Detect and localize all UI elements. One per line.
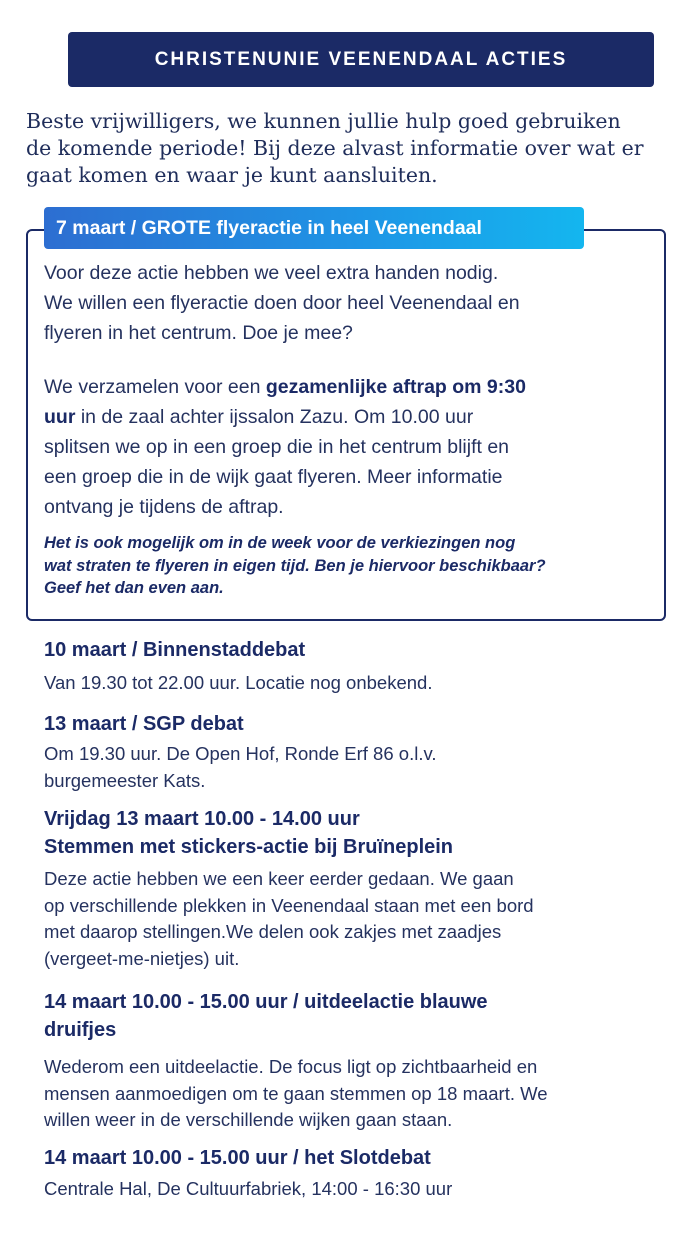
event-title [44, 636, 664, 664]
note-line: wat straten te flyeren in eigen tijd. Ben je hiervoor beschikbaar? [44, 556, 546, 575]
intro-text [26, 108, 676, 189]
event-body [44, 866, 664, 972]
event-body-line: Wederom een uitdeelactie. De focus ligt op zichtbaarheid en [44, 1056, 538, 1077]
note-line: Het is ook mogelijk om in de week voor de verkiezingen nog [44, 534, 516, 552]
intro-line: gaat komen en waar je kunt aansluiten. [26, 163, 438, 187]
paragraph-bold-text: uur [44, 406, 76, 428]
paragraph-line: Voor deze actie hebben we veel extra handen nodig. [44, 262, 499, 284]
paragraph-text: We verzamelen voor een [44, 376, 266, 398]
paragraph-line [44, 402, 664, 432]
event-body-line: burgemeester Kats. [44, 769, 206, 791]
paragraph-line: flyeren in het centrum. Doe je mee? [44, 322, 353, 344]
highlight-note [44, 532, 664, 600]
highlight-card-title: 7 maart / GROTE flyeractie in heel Veenendaal [56, 216, 482, 239]
event-title-line: 14 maart 10.00 - 15.00 uur / uitdeelactie blauwe [44, 991, 488, 1013]
event-body-line: op verschillende plekken in Veenendaal staan met een bord [44, 894, 534, 916]
event-body-line: mensen aanmoedigen om te gaan stemmen op 18 maart. We [44, 1082, 548, 1104]
event-title-line: Vrijdag 13 maart 10.00 - 14.00 uur [44, 808, 360, 830]
event-body-line: Van 19.30 tot 22.00 uur. Locatie nog onbekend. [44, 672, 433, 693]
event-title-line: druifjes [44, 1019, 117, 1041]
event-title [44, 805, 664, 861]
event-title-line: 13 maart / SGP debat [44, 713, 244, 735]
event-body-line: (vergeet-me-nietjes) uit. [44, 947, 240, 969]
event-body-line: Centrale Hal, De Cultuurfabriek, 14:00 - 16:30 uur [44, 1178, 453, 1199]
highlight-paragraph-2 [44, 372, 664, 522]
highlight-paragraph-1 [44, 258, 664, 348]
paragraph-bold-text: gezamenlijke aftrap om 9:30 [265, 376, 526, 398]
note-line: Geef het dan even aan. [44, 579, 224, 597]
event-title [44, 1144, 664, 1172]
event-title-line: 14 maart 10.00 - 15.00 uur / het Slotdebat [44, 1147, 431, 1169]
paragraph-line: We willen een flyeractie doen door heel Veenendaal en [44, 292, 520, 314]
event-body-line: met daarop stellingen.We delen ook zakjes met zaadjes [44, 921, 502, 942]
event-title-line: Stemmen met stickers-actie bij Bruïneplein [44, 836, 454, 858]
event-title [44, 988, 664, 1044]
event-body [44, 1054, 664, 1134]
event-title-line: 10 maart / Binnenstaddebat [44, 639, 306, 661]
paragraph-line [44, 372, 664, 402]
event-body [44, 1176, 664, 1203]
paragraph-line: een groep die in de wijk gaat flyeren. Meer informatie [44, 466, 503, 488]
event-body-line: Deze actie hebben we een keer eerder gedaan. We gaan [44, 868, 514, 889]
banner-title: CHRISTENUNIE VEENENDAAL ACTIES [154, 48, 568, 70]
event-body [44, 670, 664, 697]
event-body-line: Om 19.30 uur. De Open Hof, Ronde Erf 86 o.l.v. [44, 743, 437, 764]
intro-line: de komende periode! Bij deze alvast informatie over wat er [26, 136, 644, 160]
highlight-card-tab [44, 207, 584, 249]
header-banner [68, 32, 654, 87]
paragraph-line: ontvang je tijdens de aftrap. [44, 496, 284, 518]
event-title [44, 710, 664, 738]
event-body [44, 741, 664, 794]
paragraph-text: in de zaal achter ijssalon Zazu. Om 10.00 uur [75, 406, 474, 428]
paragraph-line: splitsen we op in een groep die in het centrum blijft en [44, 436, 510, 458]
intro-line: Beste vrijwilligers, we kunnen jullie hulp goed gebruiken [26, 109, 621, 133]
event-body-line: willen weer in de verschillende wijken gaan staan. [44, 1109, 453, 1130]
